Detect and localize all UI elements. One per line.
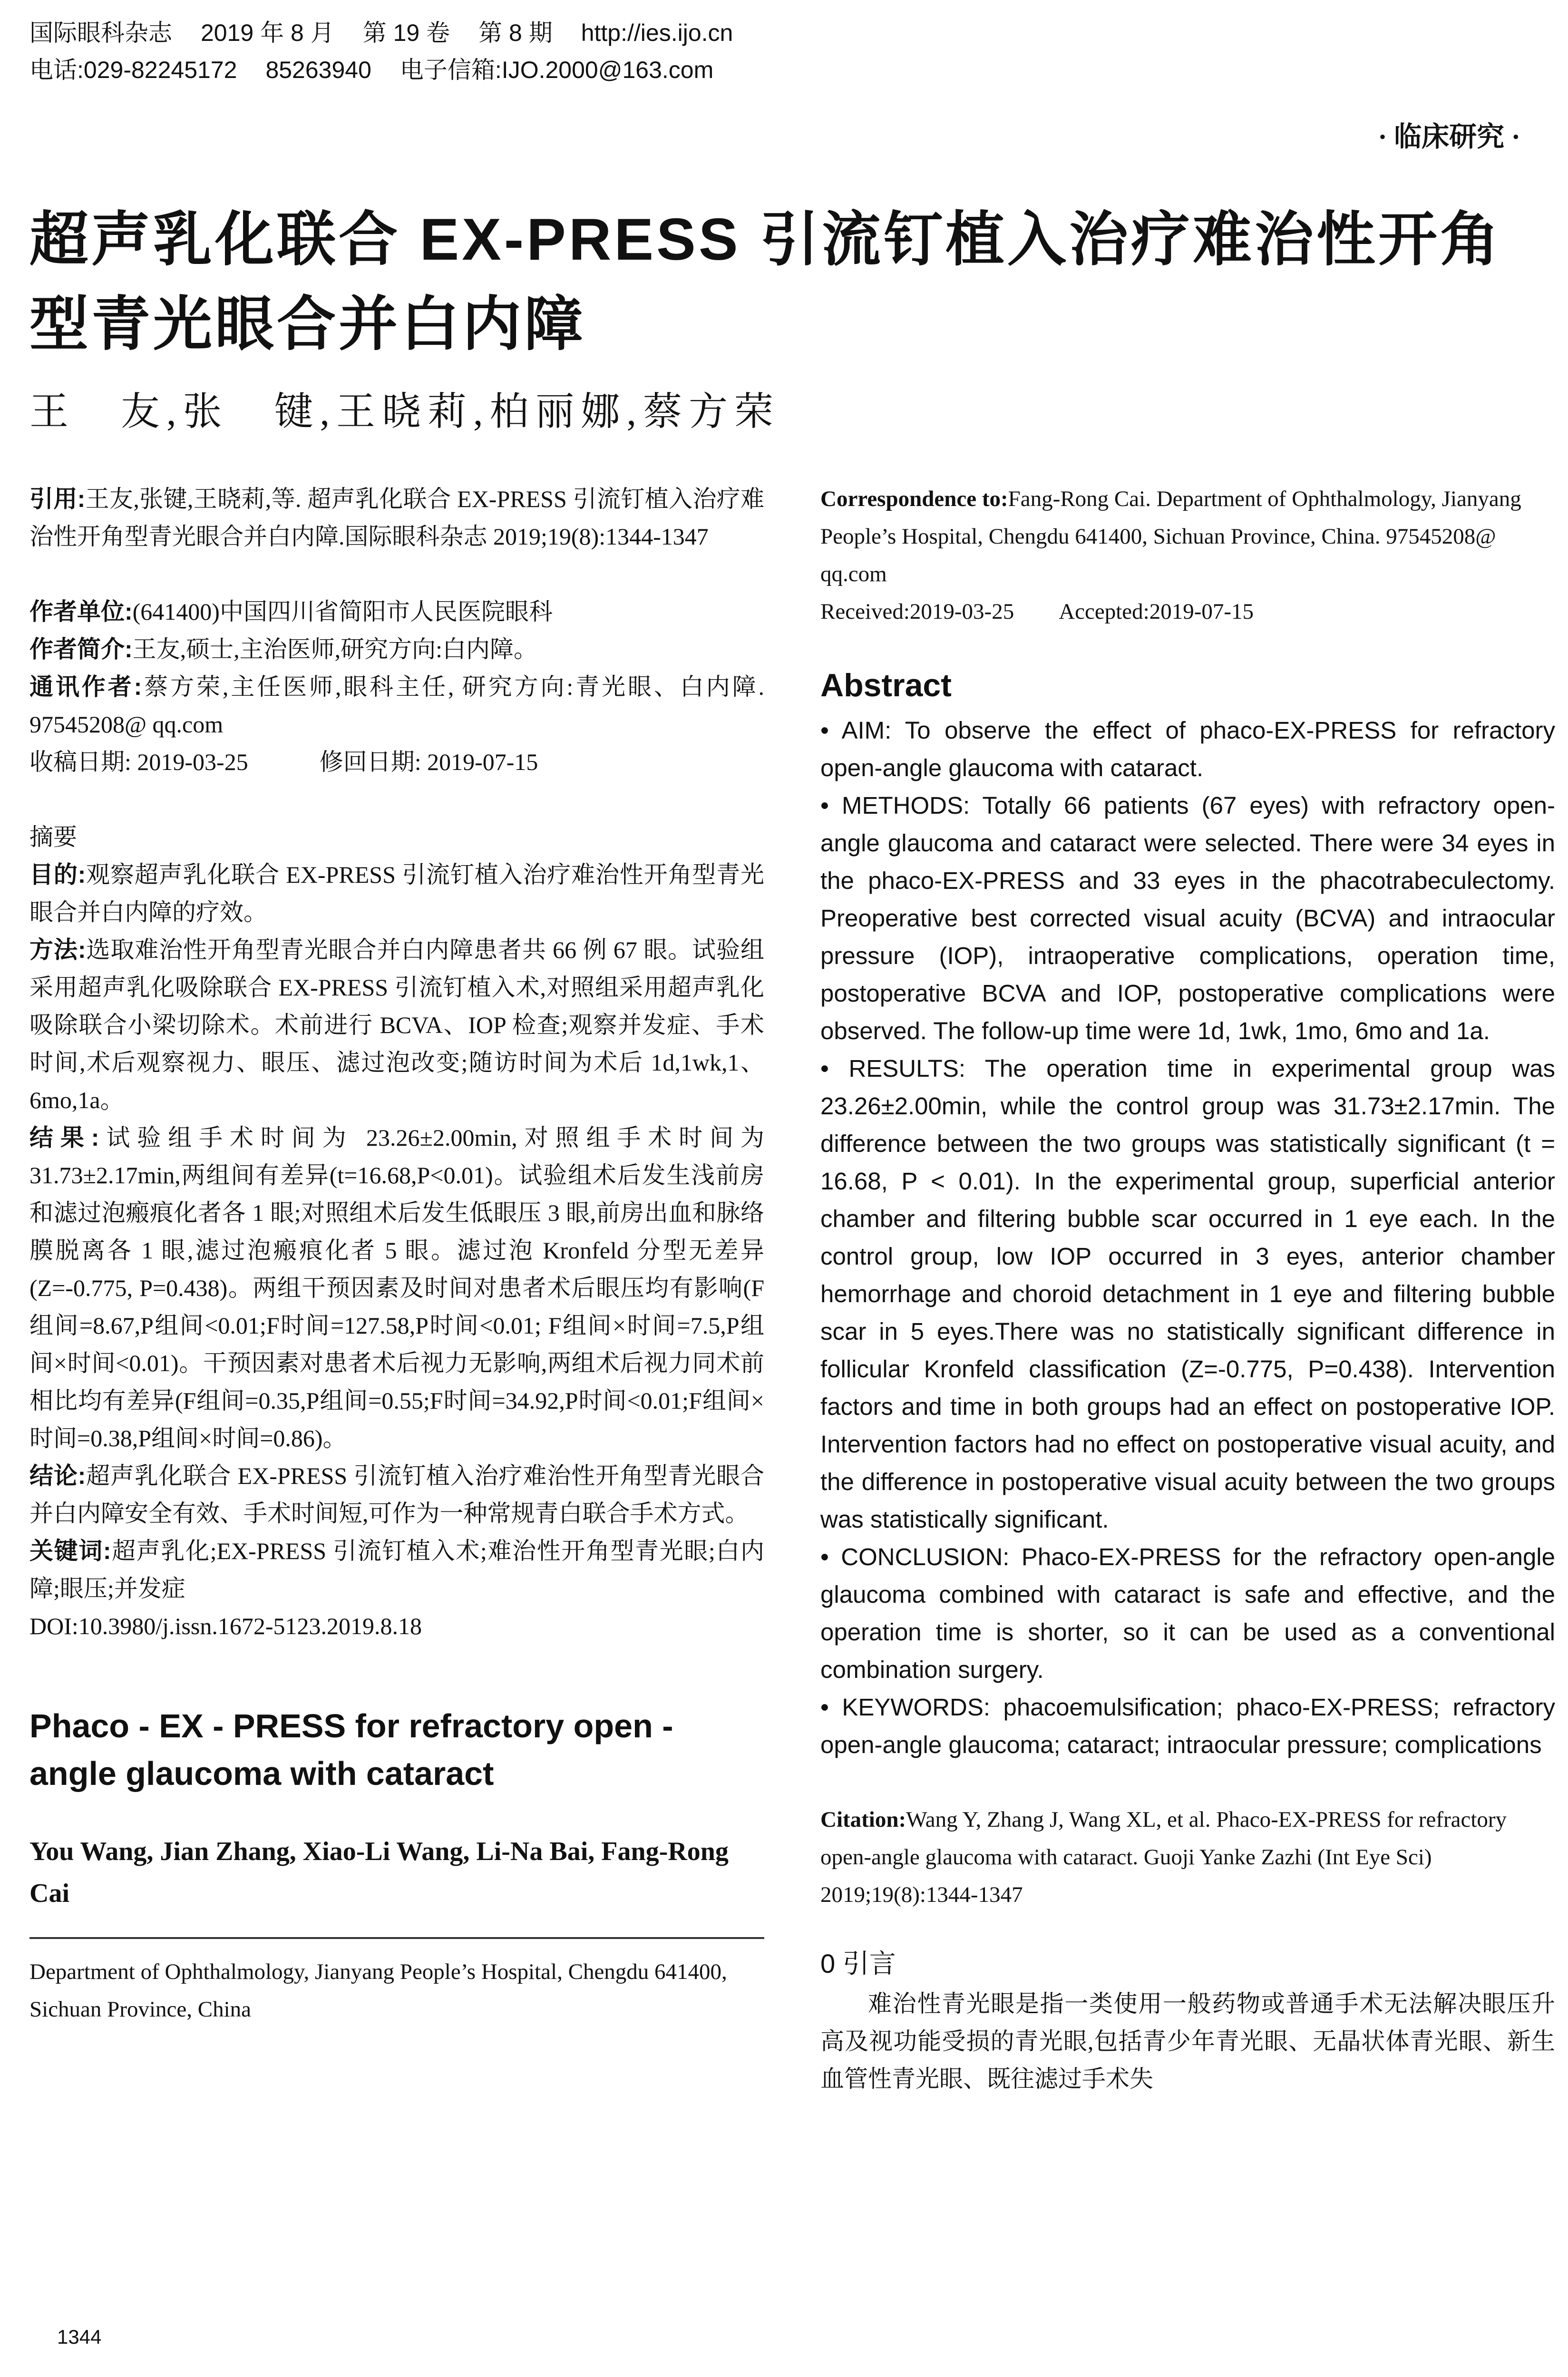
citation-cn-text: 王友,张键,王晓莉,等. 超声乳化联合 EX-PRESS 引流钉植入治疗难治性开角型青光眼合并白内障.国际眼科杂志 2019;19(8):1344-1347 xyxy=(29,486,764,550)
abstract-en-keywords: • KEYWORDS: phacoemulsification; phaco-EX-PRESS; refractory open-angle glaucoma; cataract; intraocular pressure; complications xyxy=(820,1694,1555,1758)
correspondence-en xyxy=(820,480,1555,593)
header-line-1 xyxy=(29,14,1551,51)
dates-en: Received:2019-03-25 Accepted:2019-07-15 xyxy=(820,599,1254,624)
abstract-cn-conclusion xyxy=(29,1457,764,1532)
keywords-cn-label: 关键词: xyxy=(29,1538,111,1564)
citation-en-text: Wang Y, Zhang J, Wang XL, et al. Phaco-EX-PRESS for refractory open-angle glaucoma with cataract. Guoji Yanke Zazhi (Int Eye Sci) 2019;19(8):1344-1347 xyxy=(820,1807,1507,1907)
phone-2: 85263940 xyxy=(265,57,371,83)
abstract-en-conclusion: • CONCLUSION: Phaco-EX-PRESS for the refractory open-angle glaucoma combined with cataract is safe and effective, and the operation time is shorter, so it can be used as a conventional combination surgery. xyxy=(820,1543,1555,1683)
author-bio-text: 王友,硕士,主治医师,研究方向:白内障。 xyxy=(132,636,538,662)
affiliation-divider xyxy=(29,1937,764,1939)
abstract-en-results: • RESULTS: The operation time in experimental group was 23.26±2.00min, while the control group was 31.73±2.17min. The difference between the two groups was statistically significant (t = 16.68, P < 0.01). In the experimental group, superficial anterior chamber and filtering bubble scar occurred in 1 eye each. In the control group, low IOP occurred in 3 eyes, anterior chamber hemorrhage and choroid detachment in 1 eye and filtering bubble scar in 5 eyes.There was no statistically significant difference in follicular Kronfeld classification (Z=-0.775, P=0.438). Intervention factors and time in both groups had an effect on postoperative IOP. Intervention factors had no effect on postoperative visual acuity, and the difference in postoperative visual acuity between the two groups was statistically significant. xyxy=(820,1055,1555,1533)
abstract-cn-results-label: 结果: xyxy=(29,1124,99,1151)
abstract-cn-aim-text: 观察超声乳化联合 EX-PRESS 引流钉植入治疗难治性开角型青光眼合并白内障的疗效。 xyxy=(29,861,764,925)
keywords-cn xyxy=(29,1532,764,1607)
abstract-cn-conclusion-text: 超声乳化联合 EX-PRESS 引流钉植入治疗难治性开角型青光眼合并白内障安全有效、手术时间短,可作为一种常规青白联合手术方式。 xyxy=(29,1462,764,1527)
section-label: · 临床研究 · xyxy=(1378,121,1520,152)
issue-date: 2019 年 8 月 xyxy=(201,19,334,46)
keywords-cn-text: 超声乳化;EX-PRESS 引流钉植入术;难治性开角型青光眼;白内障;眼压;并发症 xyxy=(29,1538,764,1602)
email[interactable]: 电子信箱:IJO.2000@163.com xyxy=(399,57,714,83)
correspondence-en-text: Fang-Rong Cai. Department of Ophthalmology, Jianyang People’s Hospital, Chengdu 641400, Sichuan Province, China. 97545208@ qq.com xyxy=(820,487,1521,586)
authors-en: You Wang, Jian Zhang, Xiao-Li Wang, Li-Na Bai, Fang-Rong Cai xyxy=(29,1837,729,1908)
corresponding-author-cn-text: 蔡方荣,主任医师,眼科主任, 研究方向:青光眼、白内障. 97545208@ qq.com xyxy=(29,673,765,738)
abstract-cn-aim xyxy=(29,856,764,931)
abstract-en-methods: • METHODS: Totally 66 patients (67 eyes) with refractory open-angle glaucoma and cataract were selected. There were 34 eyes in the phaco-EX-PRESS and 33 eyes in the phacotrabeculectomy. Preoperative best corrected visual acuity (BCVA) and intraocular pressure (IOP), intraoperative complications, operation time, postoperative BCVA and IOP, postoperative complications were observed. The follow-up time were 1d, 1wk, 1mo, 6mo and 1a. xyxy=(820,792,1555,1044)
citation-en-label: Citation: xyxy=(820,1807,906,1832)
author-bio-label: 作者简介: xyxy=(29,636,133,662)
citation-cn-label: 引用: xyxy=(29,486,86,512)
abstract-cn-methods-text: 选取难治性开角型青光眼合并白内障患者共 66 例 67 眼。试验组采用超声乳化吸除联合 EX-PRESS 引流钉植入术,对照组采用超声乳化吸除联合小梁切除术。术前进行 BCVA、IOP 检查;观察并发症、手术时间,术后观察视力、眼压、滤过泡改变;随访时间为术后 1d,1wk,1、6mo,1a。 xyxy=(29,936,764,1113)
article-title-cn: 超声乳化联合 EX-PRESS 引流钉植入治疗难治性开角型青光眼合并白内障 xyxy=(29,207,1502,357)
header-line-2 xyxy=(29,51,1551,88)
authors-cn: 王 友,张 键,王晓莉,柏丽娜,蔡方荣 xyxy=(29,390,780,433)
abstract-cn-results-text: 试验组手术时间为 23.26±2.00min,对照组手术时间为31.73±2.17min,两组间有差异(t=16.68,P<0.01)。试验组术后发生浅前房和滤过泡瘢痕化者各 1 眼;对照组术后发生低眼压 3 眼,前房出血和脉络膜脱离各 1 眼,滤过泡瘢痕化者 5 眼。滤过泡 Kronfeld 分型无差异(Z=-0.775, P=0.438)。两组干预因素及时间对患者术后眼压均有影响(F组间=8.67,P组间<0.01;F时间=127.58,P时间<0.01; F组间×时间=7.5,P组间×时间<0.01)。干预因素对患者术后视力无影响,两组术后视力同术前相比均有差异(F组间=0.35,P组间=0.55;F时间=34.92,P时间<0.01;F组间×时间=0.38,P组间×时间=0.86)。 xyxy=(29,1124,764,1452)
author-unit-text: (641400)中国四川省简阳市人民医院眼科 xyxy=(132,598,553,625)
right-column xyxy=(820,480,1555,2098)
journal-url[interactable]: http://ies.ijo.cn xyxy=(581,19,733,46)
running-header xyxy=(29,14,1551,88)
intro-paragraph: 难治性青光眼是指一类使用一般药物或普通手术无法解决眼压升高及视功能受损的青光眼,包括青少年青光眼、无晶状体青光眼、新生血管性青光眼、既往滤过手术失 xyxy=(820,1990,1555,2092)
corresponding-author-cn xyxy=(29,668,764,743)
abstract-en-aim: • AIM: To observe the effect of phaco-EX-PRESS for refractory open-angle glaucoma with cataract. xyxy=(820,717,1555,781)
abstract-cn-results xyxy=(29,1119,764,1457)
citation-en xyxy=(820,1801,1555,1914)
abstract-cn-heading: 摘要 xyxy=(29,824,77,850)
abstract-cn-methods-label: 方法: xyxy=(29,936,86,963)
affiliation-en: Department of Ophthalmology, Jianyang People’s Hospital, Chengdu 641400, Sichuan Province, China xyxy=(29,1959,727,2022)
page-number: 1344 xyxy=(57,2326,102,2348)
volume: 第 19 卷 xyxy=(362,19,450,46)
author-unit-label: 作者单位: xyxy=(29,598,133,625)
issue: 第 8 期 xyxy=(478,19,553,46)
citation-cn xyxy=(29,480,764,555)
phone: 电话:029-82245172 xyxy=(29,57,237,83)
correspondence-en-label: Correspondence to: xyxy=(820,487,1008,511)
author-bio xyxy=(29,631,764,668)
dates-cn: 收稿日期: 2019-03-25 修回日期: 2019-07-15 xyxy=(29,749,538,775)
abstract-cn-conclusion-label: 结论: xyxy=(29,1462,86,1489)
intro-heading: 0 引言 xyxy=(820,1948,896,1978)
abstract-cn-methods xyxy=(29,931,764,1119)
corresponding-author-cn-label: 通讯作者: xyxy=(29,673,142,700)
abstract-en-heading: Abstract xyxy=(820,667,952,703)
abstract-cn-aim-label: 目的: xyxy=(29,861,86,888)
author-unit xyxy=(29,593,764,631)
left-column xyxy=(29,480,764,2028)
journal-name: 国际眼科杂志 xyxy=(29,19,172,46)
doi[interactable]: DOI:10.3980/j.issn.1672-5123.2019.8.18 xyxy=(29,1613,422,1639)
article-title-en: Phaco - EX - PRESS for refractory open - angle glaucoma with cataract xyxy=(29,1707,673,1792)
